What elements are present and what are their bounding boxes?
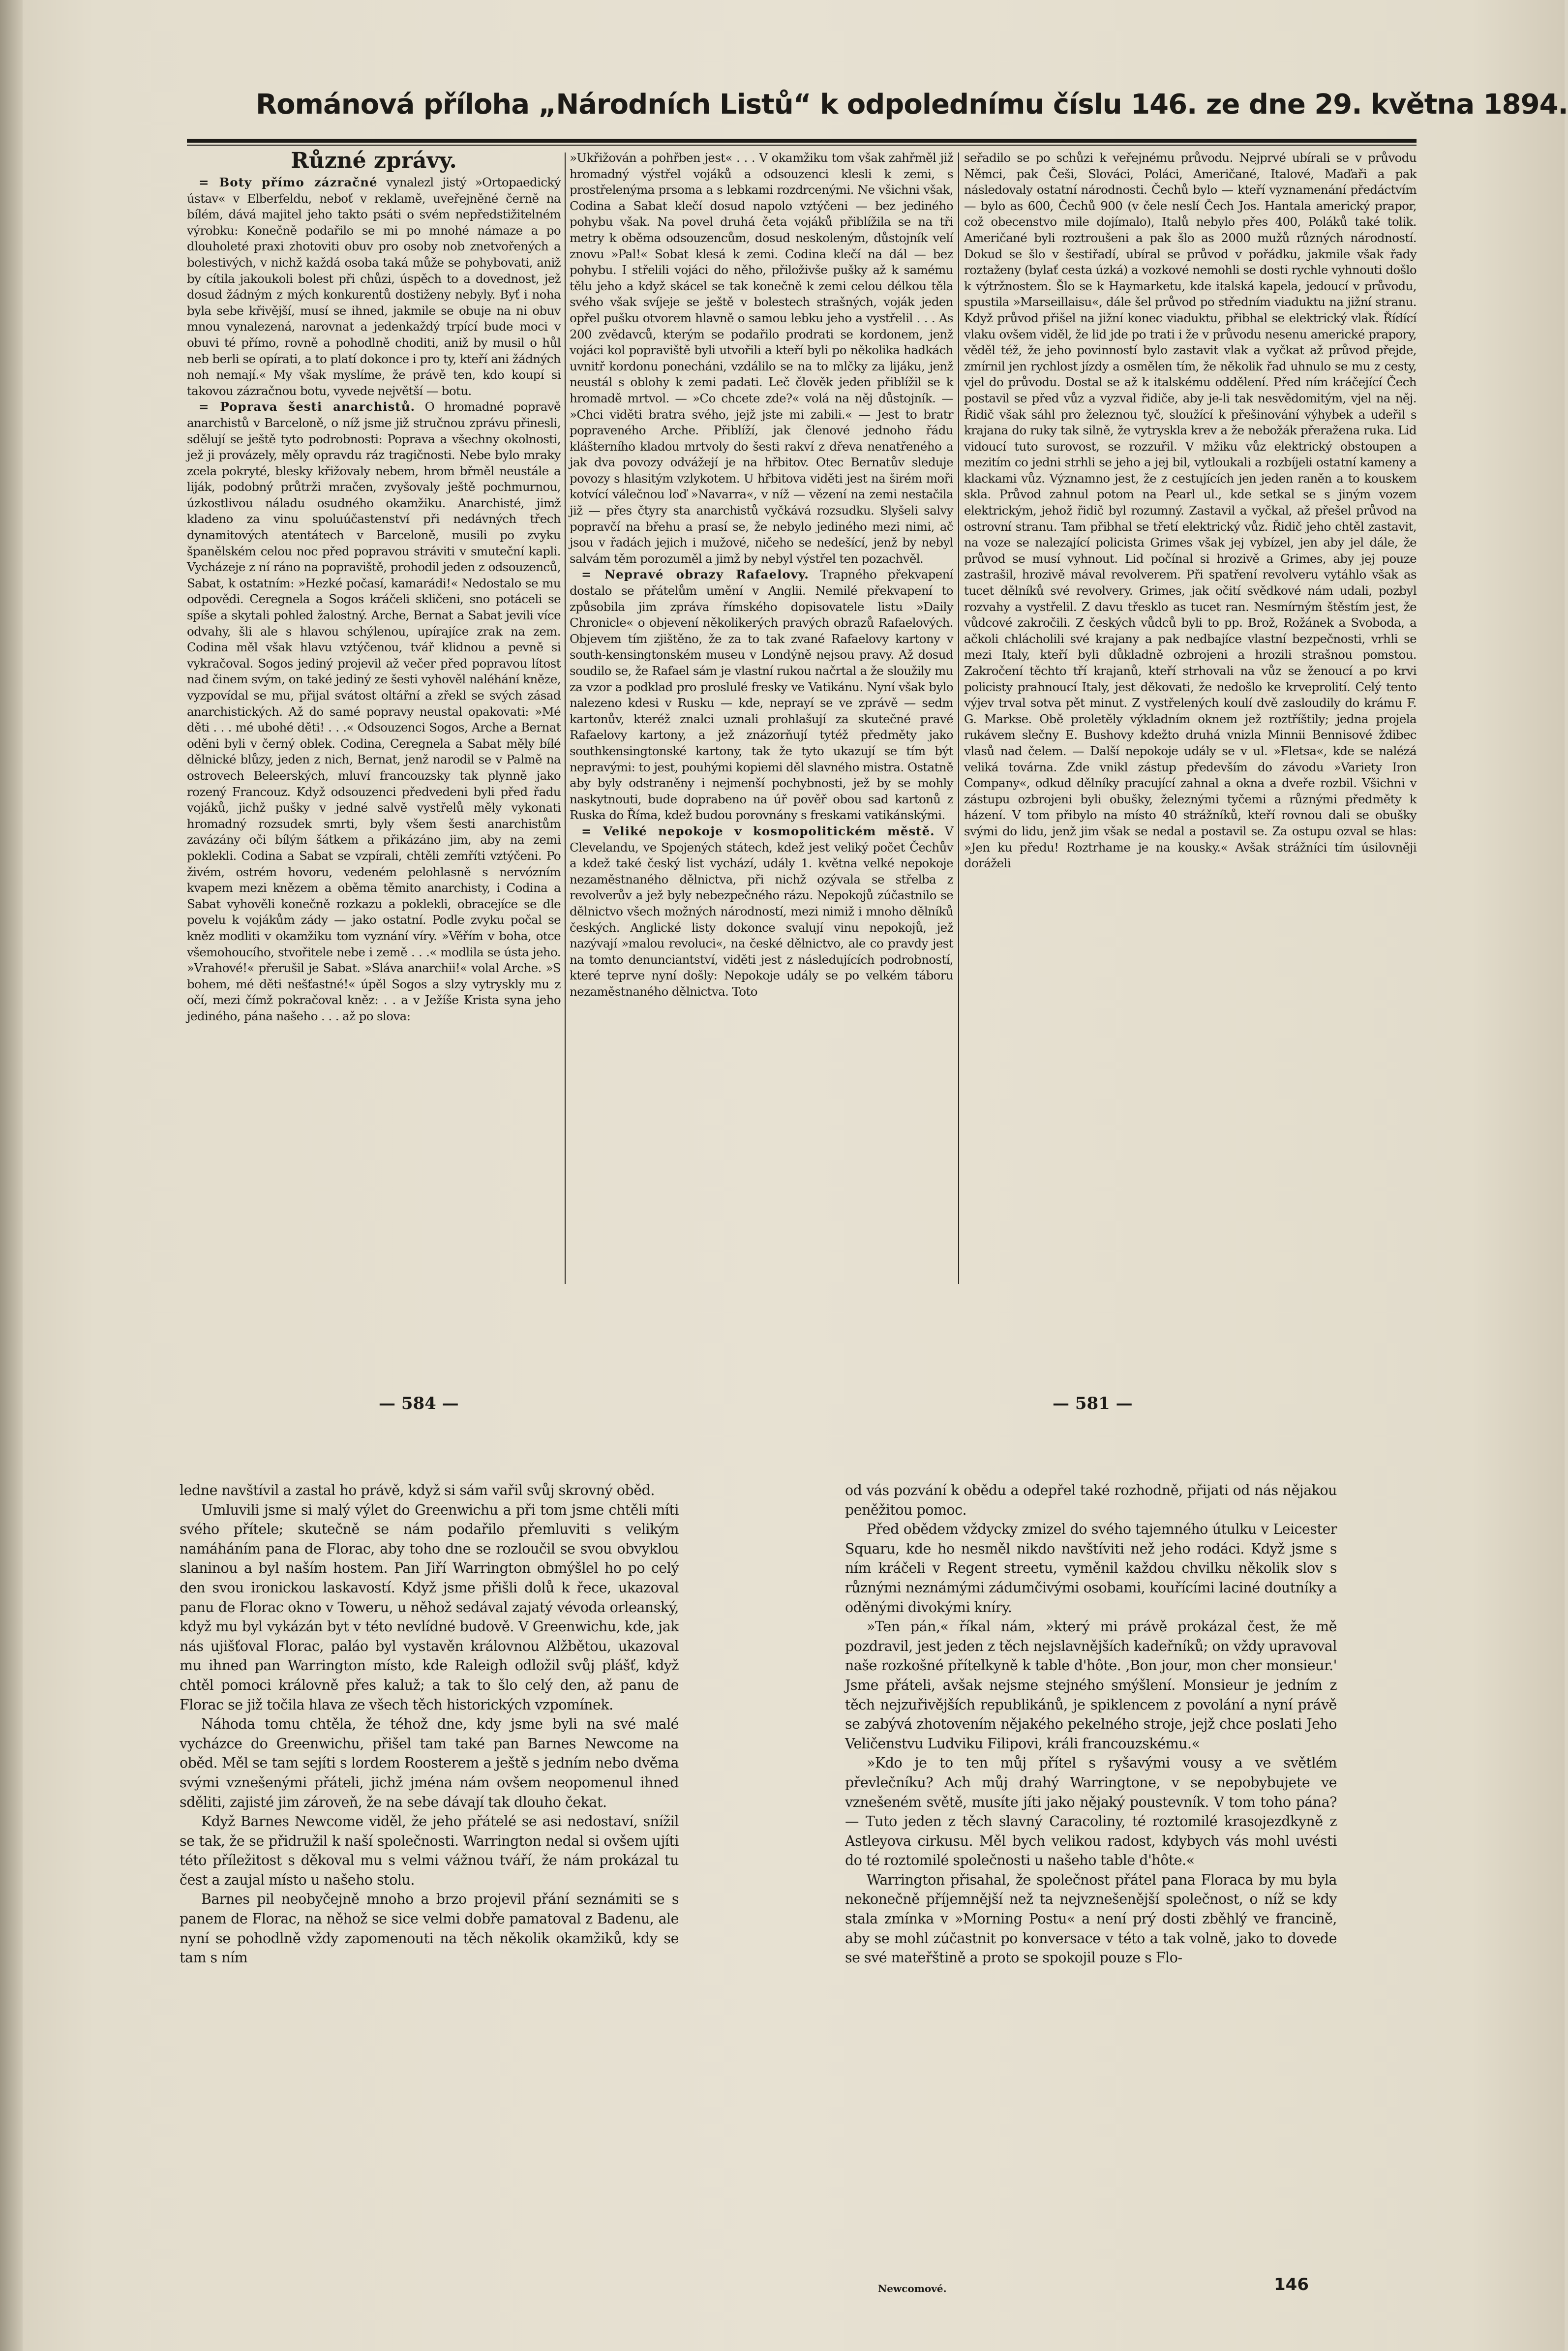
novel-paragraph: Když Barnes Newcome viděl, že jeho přátelé se asi nedostaví, snížil se tak, že se přidružil k naší společnosti. Warrington nedal si ovšem ujíti této příležitost s děkoval mu s velmi vážnou tváří, že nám prokázal tu čest a zaujal místo u našeho stolu. [180, 1813, 679, 1888]
article-cleveland [570, 824, 953, 1000]
novel-paragraph: ledne navštívil a zastal ho právě, když si sám vařil svůj skrovný oběd. [180, 1482, 655, 1498]
article-text-continued: »Ukřižován a pohřben jest« . . . V okamžiku tom však zahřměl již hromadný výstřel vojáků a odsouzenci klesli k zemi, s prostřelenýma prsoma a s lebkami rozdrcenými. Ne všichni však, Codina a Sabat klečí dosud napolo vztýčeni — bez jediného pohybu však. Na povel druhá četa vojáků přiblížila se na tři metry k oběma odsouzencům, dosud neskoleným, důstojník velí znovu »Pal!« Sobat klesá k zemi. Codina klečí na dál — bez pohybu. I střelili vojáci do něho, přiloživše pušky až k samému tělu jeho a když skácel se tak konečně k zemi celou délkou těla svého však svíjeje se ještě v bolestech strašných, voják jeden opřel pušku otvorem hlavně o samou lebku jeho a vystřelil . . . As 200 zvědavců, kterým se podařilo prodrati se kordonem, jenž vojáci kol popraviště byli utvořili a kteří byli po několika hadkách uvnitř kordonu ponecháni, vzdálilo se na to mlčky za lijáku, jenž neustál s oblohy k zemi padati. Leč člověk jeden přiblížil se k hromadě mrtvol. — »Co chcete zde?« volá na něj důstojník. — »Chci viděti bratra svého, jejž jste mi zabili.« — Jest to bratr popraveného Arche. Přiblíží, jak členové jednoho řádu klášterního kladou mrtvoly do šesti rakví z dřeva nenatřeného a jak dva povozy odvážejí je na hřbitov. Otec Bernatův sleduje povozy s hlasitým vzlykotem. U hřbitova viděti jest na širém moři kotvící válečnou loď »Navarra«, v níž — vězení na zemi nestačila již — přes čtyry sta anarchistů vyčkává rozsudku. Slyšeli salvy popravčí na břehu a prasí se, že nebylo jediného mezi nimi, ač jsou v řadách jejich i mužové, ničeho se nedešící, jenž by nebyl salvám těm porozuměl a jimž by nebyl výstřel ten pozachvěl. [570, 151, 953, 566]
header-rule-thick [187, 139, 1417, 143]
article-rubric: = Boty přímo zázračné [199, 175, 378, 189]
header-rule-thin [187, 145, 1417, 146]
article-execution [187, 399, 561, 1024]
article-boots [187, 175, 561, 399]
news-column-2 [570, 150, 953, 1291]
novel-column-left [180, 1481, 679, 2283]
novel-paragraph: Warrington přisahal, že společnost přátel pana Floraca by mu byla nekonečně příjemnější než ta nejvznešenější společnost, o níž se kdy stala zmínka v »Morning Postu« a není prý dosti zběhlý ve francině, aby se mohl zúčastnit po konversace v této a tak volně, jako to dovede se své mateřštině a proto se spokojil pouze s Flo- [845, 1871, 1337, 1966]
novel-paragraph: Náhoda tomu chtěla, že téhož dne, kdy jsme byli na své malé vycházce do Greenwichu, přišel tam také pan Barnes Newcome na oběd. Měl se tam sejíti s lordem Roosterem a ještě s jedním nebo dvěma svými vznešenými přáteli, jichž jména nám ovšem neopomenul ihned sděliti, zajisté jim zároveň, že na sebe dávají tak dlouho čekat. [180, 1716, 679, 1810]
column-divider [958, 153, 959, 1284]
novel-paragraph: Umluvili jsme si malý výlet do Greenwichu a při tom jsme chtěli míti svého přítele; skutečně se nám podařilo přemluviti s velikým namáháním pana de Florac, aby toho dne se rozloučil se svou obvyklou slaninou a byl naším hostem. Pan Jiří Warrington obmýšlel ho po celý den svou ironickou laskavostí. Když jsme přišli dolů k řece, ukazoval panu de Florac okno v Toweru, u něhož sedával zajatý vévoda orleanský, když mu byl vykázán byt v této nevlídné budově. V Greenwichu, kde, jak nás ujišťoval Florac, paláo byl vystavěn královnou Alžbětou, ukazoval mu ihned pan Warrington místo, kde Raleigh odložil svůj plášť, když chtěl pomoci královně přes kaluž; a tak to šlo celý den, až panu de Florac se již točila hlava ze všech těch historických vzpomínek. [180, 1501, 679, 1713]
news-column-1 [187, 150, 561, 1291]
novel-paragraph: Před obědem vždycky zmizel do svého tajemného útulku v Leicester Squaru, kde ho nesměl nikdo navštíviti než jeho rodáci. Když jsme s ním kráčeli v Regent streetu, vyměnil každou chvilku několik slov s různými neznámými zádumčivými osobami, kouřícími laciné doutníky a oděnými divokými kníry. [845, 1521, 1337, 1616]
page-number-right: — 581 — [1053, 1394, 1133, 1413]
article-text-continued: seřadilo se po schůzi k veřejnému průvodu. Nejprvé ubírali se v průvodu Němci, pak Češi, Slováci, Poláci, Američané, Italové, Maďaři a pak následovaly ostatní národnosti. Čechů bylo — kteří vyznamenání předáctvím — bylo as 600, Čechů 900 (v čele neslí Čech Jos. Hantala americký prapor, což obecenstvo mile dojímalo), Italů nebylo přes 400, Poláků také tolik. Američané byli roztroušeni a pak šlo as 2000 mužů různých národností. Dokud se šlo v šestiřadí, ubíral se průvod v pořádku, jakmile však řady roztaženy (bylať cesta úzká) a vozkové nemohli se dosti rychle vyhnouti došlo k výtržnostem. Šlo se k Haymarketu, kde italská kapela, jedoucí v průvodu, spustila »Marseillaisu«, dále šel průvod po středním viaduktu na jižní stranu. Když průvod přišel na jižní konec viaduktu, přibhal se elektrický vlak. Řídící vlaku ovšem viděl, že lid jde po trati i že v průvodu nesenu americké prapory, věděl též, že jeho povinností bylo zastavit vlak a vyčkat až průvod přejde, zmírnil jen rychlost jízdy a osmělen tím, že několik řad uhnulo se mu z cesty, vjel do průvodu. Dostal se až k italskému oddělení. Před ním kráčející Čech postavil se před vůz a vyzval řidiče, aby je-li tak nesvědomitým, vjel na něj. Řidič však sáhl pro železnou tyč, sloužící k přešinování výhybek a udeřil s krajana do ruky tak silně, že vytryskla krev a že nebožák přeražena ruka. Lid vidoucí tuto surovost, se rozzuřil. V mžiku vůz elektrický obstoupen a mezitím co jedni strhli se jeho a jej bil, vytloukali a rozbíjeli ostatní kameny a klackami vůz. Významno jest, že z cestujících jen jeden raněn a to kouskem skla. Průvod zahnul potom na Pearl ul., kde setkal se s jiným vozem elektrickým, jehož řidič byl rozumný. Zastavil a vyčkal, až přešel průvod na ostrovní stranu. Tam přibhal se třetí elektrický vůz. Řidič jeho chtěl zastavit, na voze se nalezající policista Grimes však jej vybízel, jen aby jel dále, že průvod se musí vyhnout. Lid počínal si hrozivě a Grimes, aby jej pouze zastrašil, hrozivě mával revolverem. Při spatření revolveru vytáhlo však as tucet dělníků své revolvery. Grimes, jak očití svědkové nám udali, pozbyl rozvahy a vystřelil. Z davu třesklo as tucet ran. Nesmírným štěstím jest, že vůdcové zakročili. Z českých vůdců byli to pp. Brož, Rožánek a Svoboda, a ačkoli chlácholili své krajany a pak nedbajíce vlastní bezpečnosti, vrhli se mezi Italy, kteří byli důkladně ozbrojeni a hrozili strašnou pomstou. Zakročení těchto tří krajanů, kteří strhovali na vůz se ženoucí a po krvi policisty prahnoucí Italy, jest děkovati, že nedošlo ke krveprolití. Celý tento výjev trval sotva pět minut. Z vystřelených koulí dvě zasloudily do krámu F. G. Markse. Obě proletěly výkladním oknem jež roztříštily; jedna projela rukávem slečny E. Bushovy kdežto druhá vnizla Minnii Bennisové ždibec vlasů nad čelem. — Další nepokoje udály se v ul. »Fletsa«, kde se nalézá veliká továrna. Zde vnikl zástup především do závodu »Variety Iron Company«, odkud dělníky pracující zahnal a okna a dveře rozbil. Všichni v zástupu ozbrojeni byli obušky, železnými tyčemi a různými předměty k házení. V tom přibylo na místo 40 strážníků, kteří rovnou dali se obušky svými do lidu, jenž jim však se nedal a postavil se. Za ostupu ozval se hlas: »Jen ku předu! Roztrhame je na kousky.« Avšak strážníci tím úsilovněji doráželi [964, 151, 1417, 871]
signature-mark: 146 [1274, 2275, 1309, 2294]
article-text: Trapného překvapení dostalo se přátelům umění v Anglii. Nemilé překvapení to způsobila jim zpráva římského dopisovatele listu »Daily Chronicle« o objevení několikerých pravých obrazů Rafaelových. Objevem tím zjištěno, že za to tak zvané Rafaelovy kartony v south-kensingtonském museu v Londýně nejsou pravy. Až dosud soudilo se, že Rafael sám je vlastní rukou načrtal a že sloužily mu za vzor a podklad pro proslulé fresky ve Vatikánu. Nyní však bylo nalezeno kdesi v Rusku — kde, neprayí se ve zprávě — sedm kartonův, kteréž znalci uznali prohlašují za skutečné pravé Rafaelovy kartony, a jež znázorňují tytéž předměty jako southkensingtonské kartony, tak že tyto ukazují se tím být nepravými: to jest, pouhými kopiemi děl slavného mistra. Ostatně aby byly odstraněny i nejmenší pochybnosti, jež by se mohly naskytnouti, bude doprabeno na úř pověř obou sad kartonů z Ruska do Říma, kdež budou porovnány s freskami vatikánskými. [570, 567, 953, 823]
article-raphael [570, 567, 953, 824]
article-rubric: = Nepravé obrazy Rafaelovy. [581, 567, 809, 582]
section-title: Různé zprávy. [291, 148, 457, 173]
column-divider [565, 153, 566, 1284]
novel-column-right [845, 1481, 1337, 2283]
article-rubric: = Veliké nepokoje v kosmopolitickém městě. [581, 824, 935, 838]
novel-paragraph: »Kdo je to ten můj přítel s ryšavými vousy a ve světlém převlečníku? Ach můj drahý Warringtone, v se nepobybujete ve vznešeném světě, musíte jíti jako nějaký poustevník. V tom toho pána? — Tuto jeden z těch slavný Caracoliny, té roztomilé krasojezdkyně z Astleyova cirkusu. Měl bych velikou radost, kdybych vás mohl uvésti do té roztomilé společnosti u našeho table d'hôte.« [845, 1755, 1337, 1869]
novel-paragraph: Barnes pil neobyčejně mnoho a brzo projevil přání seznámiti se s panem de Florac, na něhož se sice velmi dobře pamatoval z Badenu, ale nyní se pohodlně vždy zapomenouti na těch několik okamžiků, kdy se tam s ním [180, 1891, 679, 1966]
running-footer-title: Newcomové. [878, 2283, 947, 2294]
article-text: O hromadné popravě anarchistů v Barceloně, o níž jsme již stručnou zprávu přinesli, sdělují se ještě tyto podrobnosti: Poprava a všechny okolnosti, jež ji provázely, měly opravdu ráz tragičnosti. Nebe bylo mraky zcela pokryté, blesky křižovaly nebem, hrom břměl neustále a liják, podobný průtrži mračen, zvyšovaly ještě pochmurnou, úzkostlivou náladu osudného okamžiku. Anarchisté, jimž kladeno za vinu spoluúčastenství při nedávných třech dynamitových atentátech v Barceloně, musili po zvyku španělském celou noc před popravou stráviti v smuteční kapli. Vycházeje z ní ráno na popraviště, prohodil jeden z odsouzenců, Sabat, k ostatním: »Hezké počasí, kamarádi!« Nedostalo se mu odpovědi. Ceregnela a Sogos kráčeli skličeni, sno potáceli se spíše a skytali pohled žalostný. Arche, Bernat a Sabat jevili více odvahy, šli ale s hlavou schýlenou, upírajíce zrak na zem. Codina měl však hlavu vztýčenou, tvář klidnou a pevně si vykračoval. Sogos jediný projevil až večer před popravou lítost nad činem svým, on také jediný ze šesti vyhověl naléhání kněze, vyzpovídal se mu, přijal svátost oltářní a zřekl se svých zásad anarchistických. Až do samé popravy neustal opakovati: »Mé děti . . . mé ubohé děti! . . .« Odsouzenci Sogos, Arche a Bernat oděni byli v černý oblek. Codina, Ceregnela a Sabat měly bílé dělnické blůzy, jeden z nich, Bernat, jenž narodil se v Palmě na ostrovech Beleerských, mluví francouzsky tak plynně jako rozený Francouz. Když odsouzenci předvedeni byli před řadu vojáků, jichž pušky v jedné salvě vystřelů měly vykonati hromadný rozsudek smrti, byly všem šesti anarchistům zavázány oči bílým šátkem a přikázáno jim, aby na zemi poklekli. Codina a Sabat se vzpírali, chtěli zemříti vztýčeni. Po živém, ostrém hovoru, vedeném pelohlasně s nervózním kvapem mezi knězem a oběma těmito anarchisty, i Codina a Sabat vyhověli konečně rozkazu a poklekli, obracejíce se dle povelu k vojákům zády — jako ostatní. Podle zvyku počal se kněz modliti v okamžiku tom vyznání víry. »Věřím v boha, otce všemohoucího, stvořitele nebe i země . . .« modlila se ústa jeho. »Vrahové!« přerušil je Sabat. »Sláva anarchii!« volal Arche. »S bohem, mé děti nešťastné!« úpěl Sogos a slzy vytryskly mu z očí, mezi čímž pokračoval kněz: . . a v Ježíše Krista syna jeho jediného, pána našeho . . . až po slova: [187, 399, 561, 1023]
page-number-left: — 584 — [379, 1394, 459, 1413]
article-text: V Clevelandu, ve Spojených státech, kdež jest veliký počet Čechův a kdež také český list vychází, udály 1. května velké nepokoje nezaměstnaného dělnictva, při nichž ozývala se střelba z revolverův a jež byly nebezpečného rázu. Nepokojů zúčastnilo se dělnictvo všech možných národností, mezi nimiž i mnoho dělníků českých. Anglické listy dokonce svalují vinu nepokojů, jež nazývají »malou revoluci«, na české dělnictvo, ale co pravdy jest na tomto denunciantství, viděti jest z následujících podrobností, které teprve nyní došly: Nepokoje udály se po velkém táboru nezaměstnaného dělnictva. Toto [570, 824, 953, 999]
page-binding-edge [0, 0, 23, 2351]
article-rubric: = Poprava šesti anarchistů. [199, 399, 416, 414]
novel-paragraph: »Ten pán,« říkal nám, »který mi právě prokázal čest, že mě pozdravil, jest jeden z těch nejslavnějších kadeřníků; on vždy upravoval naše rozkošné přítelkyně k table d'hôte. ,Bon jour, mon cher monsieur.' Jsme přáteli, avšak nejsme stejného smýšlení. Monsieur je jedním z těch nejzuřivějších republikánů, je spiklencem z povolání a nyní právě se zabývá zhotovením nějakého pekelného stroje, jejž chce poslati Jeho Veličenstvu Ludviku Filipovi, králi francouzskému.« [845, 1618, 1337, 1752]
article-text: vynalezl jistý »Ortopaedický ústav« v Elberfeldu, neboť v reklamě, uveřejněné černě na bílém, dává majitel jeho takto psáti o svém nepředstižitelném výrobku: Konečně podařilo se mi po mnohé námaze a po dlouholeté praxi zhotoviti obuv pro osoby nob znetvořených a bolestivých, v nichž každá osoba taká může se pohybovati, aniž by cítila jakoukoli bolest při chůzi, úspěch to a dovednost, jež dosud žádným z mých konkurentů dostiženy nebyly. Byť i noha byla sebe křivější, musí se ihned, jakmile se obuje na ni obuv mnou vynalezená, narovnat a jedenkaždý trpící bude moci v obuvi té přímo, rovně a pohodlně choditi, aniž by musil o hůl neb berli se opírati, a to platí dokonce i pro ty, kteří ani žádných noh nemají.« My však myslíme, že právě ten, kdo koupí si takovou zázračnou botu, vyvede největší — botu. [187, 175, 561, 398]
page-header-title: Románová příloha „Národních Listů“ k odpolednímu číslu 146. ze dne 29. května 1894. [256, 89, 1568, 121]
news-column-3 [964, 150, 1417, 1291]
novel-paragraph: od vás pozvání k obědu a odepřel také rozhodně, přijati od nás nějakou peněžitou pomoc. [845, 1482, 1337, 1518]
